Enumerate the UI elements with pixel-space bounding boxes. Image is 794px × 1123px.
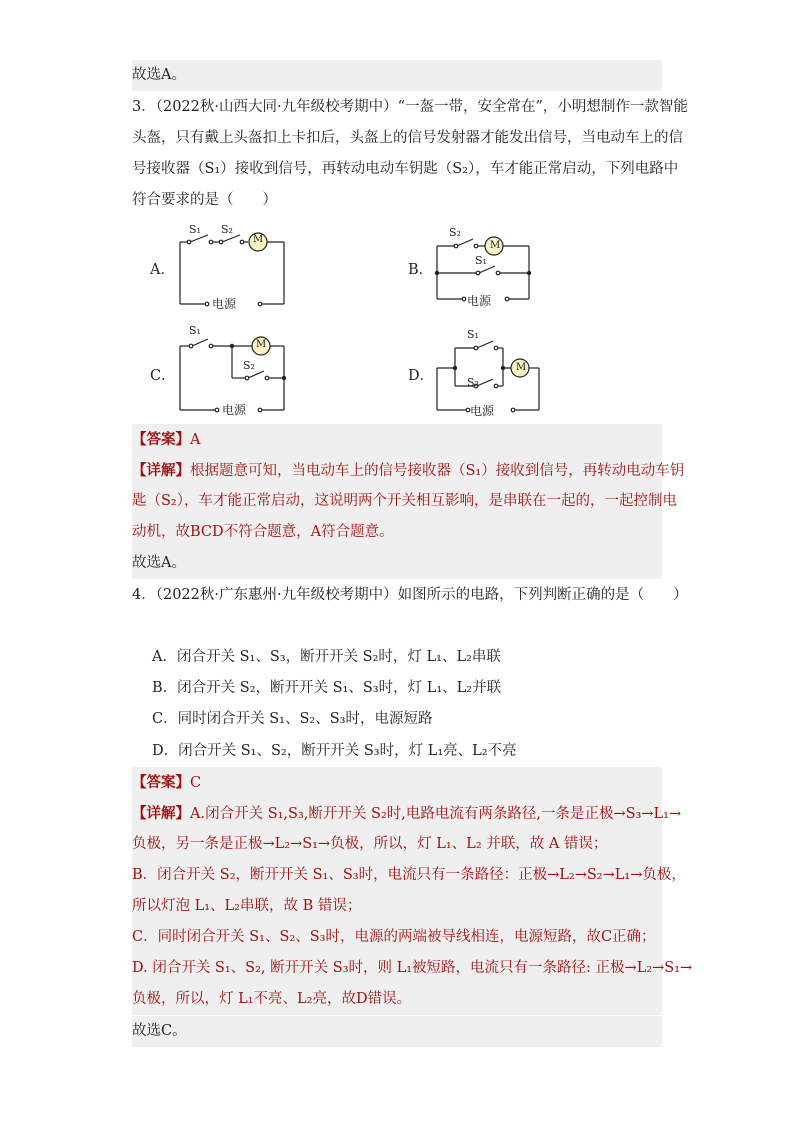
q3-detail-line3: 动机，故BCD不符合题意，A符合题意。	[132, 517, 662, 548]
q3-d-source-label: 电源	[470, 404, 495, 418]
q3-c-s1-label: S₁	[189, 324, 201, 337]
q4-detail-line1: 【详解】A.闭合开关 S₁,S₃,断开开关 S₂时,电路电流有两条路径,一条是正极→S₃→L₁→	[132, 798, 662, 829]
q4-option-d: D．闭合开关 S₁、S₂，断开开关 S₃时，灯 L₁亮、L₂不亮	[152, 743, 517, 759]
q4-option-c: C．同时闭合开关 S₁、S₂、S₃时，电源短路	[152, 711, 433, 727]
q4-detail-line7: 负极，所以，灯 L₁不亮、L₂亮，故D错误。	[132, 984, 662, 1015]
q3-line3: 号接收器（S₁）接收到信号，再转动电动车钥匙（S₂），车才能正常启动，下列电路中	[132, 161, 679, 177]
q3-c-s2-label: S₂	[243, 359, 255, 372]
q3-d-s2-label: S₂	[467, 376, 479, 389]
q4-detail-line4: 所以灯泡 L₁、L₂串联，故 B 错误；	[132, 891, 662, 922]
q4-detail-line5: C．同时闭合开关 S₁、S₂、S₃时，电源的两端被导线相连，电源短路，故C正确；	[132, 922, 662, 953]
q3-detail-line2: 匙（S₂），车才能正常启动，这说明两个开关相互影响，是串联在一起的，一起控制电	[132, 486, 662, 517]
q4-detail-line6: D. 闭合开关 S₁、S₂, 断开开关 S₃时，则 L₁被短路，电流只有一条路径: 正极→L₂→S₁→	[132, 953, 662, 984]
q3-line1: 3．（2022秋·山西大同·九年级校考期中）“一盔一带，安全常在”，小明想制作一款智能	[132, 99, 688, 115]
q3-c-source-label: 电源	[222, 403, 247, 417]
q3-a-s1-label: S₁	[189, 223, 201, 236]
q3-option-d-label: D．	[408, 368, 435, 384]
q3-a-motor-label: M	[253, 234, 264, 245]
q4-final-answer: 故选C。	[132, 1016, 662, 1047]
q3-b-source-label: 电源	[467, 294, 492, 308]
q3-b-motor-label: M	[490, 240, 501, 251]
q4-detail-line2: 负极，另一条是正极→L₂→S₁→负极，所以，灯 L₁、L₂ 并联，故 A 错误；	[132, 829, 662, 860]
q3-b-s2-label: S₂	[449, 226, 461, 239]
q3-final-answer: 故选A。	[132, 548, 662, 579]
q3-option-c-label: C．	[150, 368, 176, 384]
q4-option-b: B．闭合开关 S₂，断开开关 S₁、S₃时，灯 L₁、L₂并联	[152, 680, 502, 696]
q3-d-motor-label: M	[516, 362, 527, 373]
q4-answer-row: 【答案】C	[132, 767, 662, 798]
q4-option-a: A．闭合开关 S₁、S₃，断开开关 S₂时，灯 L₁、L₂串联	[152, 649, 501, 665]
q4-line1: 4．（2022秋·广东惠州·九年级校考期中）如图所示的电路，下列判断正确的是（ ）	[132, 587, 688, 603]
q3-answer-row: 【答案】A	[132, 424, 662, 455]
q3-detail-line1: 【详解】根据题意可知，当电动车上的信号接收器（S₁）接收到信号，再转动电动车钥	[132, 455, 662, 486]
q3-c-motor-label: M	[256, 339, 267, 350]
q3-option-a-label: A．	[150, 262, 175, 278]
q3-line4: 符合要求的是（ ）	[132, 192, 277, 208]
q3-a-source-label: 电源	[212, 297, 237, 311]
q4-detail-line3: B．闭合开关 S₂，断开开关 S₁、S₃时，电流只有一条路径：正极→L₂→S₂→L₁→负极，	[132, 860, 662, 891]
q3-b-s1-label: S₁	[475, 254, 487, 267]
q3-option-b-label: B．	[408, 262, 434, 278]
q3-a-s2-label: S₂	[221, 223, 233, 236]
q3-d-s1-label: S₁	[467, 328, 479, 341]
q3-line2: 头盔，只有戴上头盔扣上卡扣后，头盔上的信号发射器才能发出信号，当电动车上的信	[132, 130, 683, 146]
prev-final-answer: 故选A。	[132, 60, 662, 91]
